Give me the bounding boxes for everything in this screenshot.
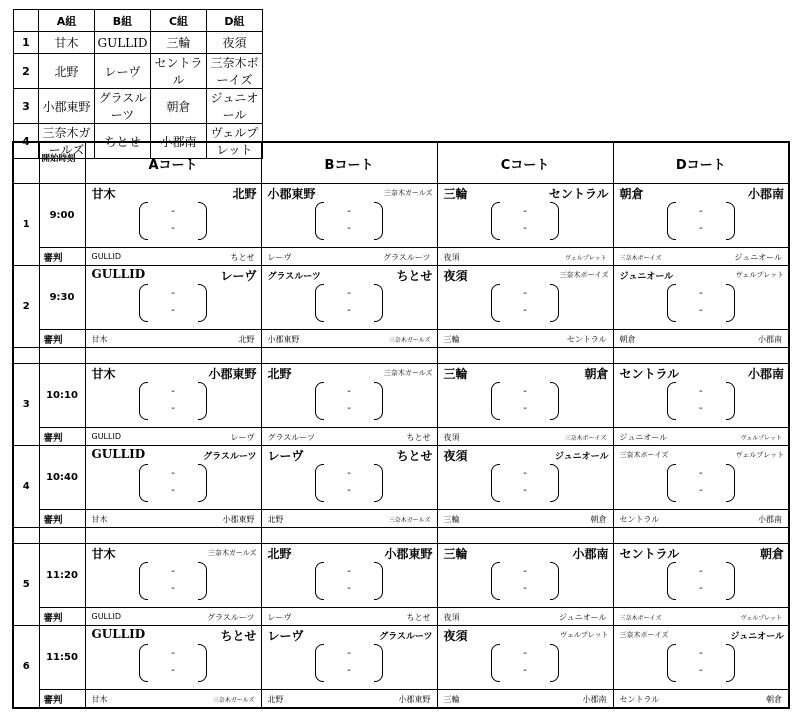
away-team: ちとせ xyxy=(396,269,433,283)
home-team: 夜須 xyxy=(443,449,468,463)
match-row xyxy=(13,626,789,690)
away-team: 北野 xyxy=(232,187,257,201)
match-cell xyxy=(437,446,613,510)
referee-team: 夜須 xyxy=(443,253,460,262)
home-team: 北野 xyxy=(267,547,292,561)
referee-team: 夜須 xyxy=(443,433,460,442)
referee-cell xyxy=(85,248,261,266)
referee-team: 三輪 xyxy=(443,515,460,524)
group-team: 三輪 xyxy=(151,32,207,54)
spacer-cell xyxy=(39,348,85,364)
referee-team: 甘木 xyxy=(91,695,108,704)
score-box[interactable] xyxy=(491,284,559,322)
away-team: グラスルーツ xyxy=(379,632,433,642)
score-box[interactable] xyxy=(315,644,383,682)
score-dash: - xyxy=(171,468,175,479)
referee-team: 夜須 xyxy=(443,613,460,622)
away-team: ヴェルプレット xyxy=(735,451,784,459)
home-team: 三輪 xyxy=(443,547,468,561)
referee-cell xyxy=(261,330,437,348)
group-row xyxy=(14,89,263,124)
score-dash: - xyxy=(347,648,351,659)
score-dash: - xyxy=(523,223,527,234)
spacer-cell xyxy=(13,528,39,544)
spacer-cell xyxy=(261,528,437,544)
score-dash: - xyxy=(171,403,175,414)
court-header: Aコート xyxy=(85,142,261,184)
round-number: 4 xyxy=(13,446,39,528)
away-team: 小郡東野 xyxy=(384,547,433,561)
referee-cell xyxy=(85,330,261,348)
referee-cell xyxy=(437,510,613,528)
home-team: レーヴ xyxy=(267,629,304,643)
score-box[interactable] xyxy=(667,644,735,682)
referee-cell xyxy=(85,690,261,709)
score-dash: - xyxy=(698,665,703,676)
referee-team: ジュニオール xyxy=(619,433,668,442)
round-number: 2 xyxy=(13,266,39,348)
score-dash: - xyxy=(523,403,527,414)
spacer-cell xyxy=(437,348,613,364)
score-dash: - xyxy=(698,566,703,577)
referee-team: ちとせ xyxy=(230,253,255,262)
group-team: 甘木 xyxy=(39,32,95,54)
referee-team: 甘木 xyxy=(91,335,108,344)
score-dash: - xyxy=(698,468,703,479)
away-team: 三奈木ボーイズ xyxy=(559,271,609,279)
score-dash: - xyxy=(523,288,527,299)
match-cell xyxy=(85,626,261,690)
referee-cell xyxy=(613,330,789,348)
score-box[interactable] xyxy=(139,284,207,322)
home-team: GULLID xyxy=(91,267,146,281)
group-team: 北野 xyxy=(39,54,95,89)
spacer-cell xyxy=(437,528,613,544)
referee-team: レーヴ xyxy=(267,253,292,262)
score-dash: - xyxy=(171,583,175,594)
referee-row xyxy=(13,330,789,348)
referee-row xyxy=(13,690,789,709)
referee-team: ヴェルプレット xyxy=(565,255,607,262)
away-team: ちとせ xyxy=(396,449,433,463)
score-dash: - xyxy=(347,468,351,479)
away-team: ジュニオール xyxy=(730,632,784,642)
referee-label: 審判 xyxy=(39,428,85,446)
referee-cell xyxy=(261,428,437,446)
score-box[interactable] xyxy=(139,644,207,682)
match-cell xyxy=(613,184,789,248)
score-box[interactable] xyxy=(667,382,735,420)
score-dash: - xyxy=(171,485,175,496)
score-box[interactable] xyxy=(139,202,207,240)
score-dash: - xyxy=(347,305,351,316)
referee-cell xyxy=(437,608,613,626)
match-cell xyxy=(437,266,613,330)
group-team: レーヴ xyxy=(95,54,151,89)
group-row xyxy=(14,32,263,54)
home-team: 三輪 xyxy=(443,367,468,381)
round-number: 6 xyxy=(13,626,39,709)
referee-team: グラスルーツ xyxy=(383,253,431,262)
score-dash: - xyxy=(171,223,175,234)
match-cell xyxy=(85,446,261,510)
referee-row xyxy=(13,510,789,528)
referee-row xyxy=(13,608,789,626)
referee-cell xyxy=(85,608,261,626)
away-team: 小郡東野 xyxy=(208,367,257,381)
score-dash: - xyxy=(347,288,351,299)
away-team: 小郡南 xyxy=(747,187,784,201)
away-team: 三奈木ガールズ xyxy=(383,369,433,377)
score-dash: - xyxy=(698,485,703,496)
score-dash: - xyxy=(347,566,351,577)
home-team: 小郡東野 xyxy=(267,187,316,201)
referee-team: 甘木 xyxy=(91,515,108,524)
match-cell xyxy=(261,364,437,428)
schedule-corner xyxy=(13,142,39,184)
referee-team: 三奈木ボーイズ xyxy=(564,435,607,442)
spacer-cell xyxy=(85,528,261,544)
home-team: 朝倉 xyxy=(619,187,644,201)
referee-row xyxy=(13,248,789,266)
score-box[interactable] xyxy=(139,562,207,600)
match-cell xyxy=(85,364,261,428)
group-team: GULLID xyxy=(95,32,151,54)
score-dash: - xyxy=(523,468,527,479)
referee-row xyxy=(13,428,789,446)
referee-team: 小郡東野 xyxy=(267,335,300,344)
court-header: Cコート xyxy=(437,142,613,184)
score-box[interactable] xyxy=(491,464,559,502)
home-team: セントラル xyxy=(619,367,680,381)
court-header: Bコート xyxy=(261,142,437,184)
match-cell xyxy=(261,266,437,330)
referee-team: ヴェルプレット xyxy=(740,615,782,622)
referee-team: 三奈木ガールズ xyxy=(388,517,431,524)
referee-team: ジュニオール xyxy=(734,253,782,262)
referee-cell xyxy=(613,690,789,709)
referee-team: グラスルーツ xyxy=(267,433,315,442)
referee-cell xyxy=(437,248,613,266)
score-box[interactable] xyxy=(315,382,383,420)
referee-team: 小郡東野 xyxy=(398,695,431,704)
group-team: 朝倉 xyxy=(151,89,207,124)
spacer-cell xyxy=(613,348,789,364)
referee-team: ちとせ xyxy=(406,433,431,442)
spacer-cell xyxy=(261,348,437,364)
referee-team: 小郡南 xyxy=(582,695,607,704)
referee-team: セントラル xyxy=(619,515,660,524)
home-team: 甘木 xyxy=(91,547,116,561)
match-cell xyxy=(261,626,437,690)
referee-team: レーヴ xyxy=(230,433,255,442)
score-dash: - xyxy=(171,566,175,577)
score-box[interactable] xyxy=(315,464,383,502)
score-box[interactable] xyxy=(491,382,559,420)
score-box[interactable] xyxy=(491,202,559,240)
referee-team: GULLID xyxy=(91,432,121,441)
round-number: 5 xyxy=(13,544,39,626)
away-team: 小郡南 xyxy=(747,367,784,381)
referee-cell xyxy=(85,510,261,528)
start-time: 11:20 xyxy=(39,544,85,608)
referee-team: 小郡南 xyxy=(758,335,782,344)
spacer-row xyxy=(13,348,789,364)
group-team: ヴェルプレット xyxy=(207,124,263,159)
home-team: 三奈木ボーイズ xyxy=(619,451,669,459)
referee-cell xyxy=(437,428,613,446)
score-box[interactable] xyxy=(667,202,735,240)
group-seed: 1 xyxy=(14,32,39,54)
group-team: ちとせ xyxy=(95,124,151,159)
score-box[interactable] xyxy=(315,202,383,240)
referee-team: 朝倉 xyxy=(590,515,607,524)
score-box[interactable] xyxy=(139,464,207,502)
away-team: 朝倉 xyxy=(759,547,784,561)
away-team: 三奈木ガールズ xyxy=(207,549,257,557)
score-dash: - xyxy=(698,206,703,217)
referee-team: ジュニオール xyxy=(558,613,607,622)
score-dash: - xyxy=(347,206,351,217)
match-cell xyxy=(85,544,261,608)
referee-team: レーヴ xyxy=(267,613,292,622)
score-box[interactable] xyxy=(491,644,559,682)
spacer-cell xyxy=(13,348,39,364)
score-dash: - xyxy=(171,305,175,316)
match-row xyxy=(13,266,789,330)
match-row xyxy=(13,364,789,428)
start-time: 9:00 xyxy=(39,184,85,248)
match-cell xyxy=(261,544,437,608)
score-dash: - xyxy=(347,583,351,594)
referee-label: 審判 xyxy=(39,248,85,266)
group-team: グラスルーツ xyxy=(95,89,151,124)
home-team: 甘木 xyxy=(91,367,116,381)
referee-label: 審判 xyxy=(39,690,85,709)
away-team: ちとせ xyxy=(220,629,257,643)
home-team: 甘木 xyxy=(91,187,116,201)
match-cell xyxy=(437,626,613,690)
group-header: B組 xyxy=(95,10,151,32)
away-team: 小郡南 xyxy=(572,547,609,561)
match-cell xyxy=(261,446,437,510)
away-team: レーヴ xyxy=(220,269,257,283)
spacer-row xyxy=(13,528,789,544)
home-team: GULLID xyxy=(91,627,146,641)
away-team: セントラル xyxy=(548,187,609,201)
referee-team: グラスルーツ xyxy=(207,613,255,622)
referee-cell xyxy=(437,690,613,709)
group-team: 三奈木ガールズ xyxy=(39,124,95,159)
score-dash: - xyxy=(347,485,351,496)
score-dash: - xyxy=(171,206,175,217)
referee-cell xyxy=(613,510,789,528)
score-box[interactable] xyxy=(667,284,735,322)
group-row xyxy=(14,54,263,89)
score-dash: - xyxy=(698,305,703,316)
match-cell xyxy=(613,364,789,428)
away-team: 朝倉 xyxy=(584,367,609,381)
home-team: 夜須 xyxy=(443,269,468,283)
score-dash: - xyxy=(523,648,527,659)
match-row xyxy=(13,184,789,248)
referee-team: ちとせ xyxy=(406,613,431,622)
referee-cell xyxy=(261,608,437,626)
match-cell xyxy=(613,544,789,608)
referee-cell xyxy=(261,510,437,528)
referee-team: GULLID xyxy=(91,612,121,621)
referee-team: 北野 xyxy=(238,335,255,344)
referee-team: セントラル xyxy=(619,695,660,704)
court-header: Dコート xyxy=(613,142,789,184)
round-number: 3 xyxy=(13,364,39,446)
referee-team: 三奈木ガールズ xyxy=(388,337,431,344)
score-box[interactable] xyxy=(667,562,735,600)
group-seed: 4 xyxy=(14,124,39,159)
match-cell xyxy=(261,184,437,248)
score-dash: - xyxy=(698,648,703,659)
score-box[interactable] xyxy=(315,284,383,322)
referee-label: 審判 xyxy=(39,608,85,626)
score-dash: - xyxy=(171,665,175,676)
away-team: ジュニオール xyxy=(554,452,609,462)
score-box[interactable] xyxy=(667,464,735,502)
referee-team: 三輪 xyxy=(443,695,460,704)
referee-team: 朝倉 xyxy=(619,335,636,344)
home-team: 三輪 xyxy=(443,187,468,201)
group-seed: 2 xyxy=(14,54,39,89)
group-header: D組 xyxy=(207,10,263,32)
referee-cell xyxy=(85,428,261,446)
referee-label: 審判 xyxy=(39,510,85,528)
home-team: 北野 xyxy=(267,367,292,381)
referee-team: 三奈木ボーイズ xyxy=(619,255,662,262)
referee-cell xyxy=(437,330,613,348)
referee-team: 朝倉 xyxy=(766,695,782,704)
score-box[interactable] xyxy=(139,382,207,420)
group-table xyxy=(13,9,263,159)
start-time: 9:30 xyxy=(39,266,85,330)
away-team: グラスルーツ xyxy=(203,452,257,462)
match-cell xyxy=(613,626,789,690)
home-team: ジュニオール xyxy=(619,272,674,282)
home-team: セントラル xyxy=(619,547,680,561)
match-cell xyxy=(613,266,789,330)
referee-label: 審判 xyxy=(39,330,85,348)
referee-team: ヴェルプレット xyxy=(740,435,782,442)
match-cell xyxy=(437,544,613,608)
match-cell xyxy=(85,184,261,248)
referee-cell xyxy=(613,608,789,626)
group-team: ジュニオール xyxy=(207,89,263,124)
match-cell xyxy=(85,266,261,330)
referee-cell xyxy=(613,428,789,446)
start-time: 11:50 xyxy=(39,626,85,690)
referee-team: 三輪 xyxy=(443,335,460,344)
referee-team: 北野 xyxy=(267,515,284,524)
referee-cell xyxy=(261,248,437,266)
start-time-header: 開始時刻 xyxy=(39,142,85,184)
referee-team: 三奈木ボーイズ xyxy=(619,615,662,622)
score-dash: - xyxy=(347,665,351,676)
home-team: 夜須 xyxy=(443,629,468,643)
spacer-cell xyxy=(613,528,789,544)
schedule-table xyxy=(12,141,790,709)
group-team: 夜須 xyxy=(207,32,263,54)
group-seed: 3 xyxy=(14,89,39,124)
match-row xyxy=(13,446,789,510)
score-dash: - xyxy=(523,206,527,217)
score-dash: - xyxy=(523,566,527,577)
home-team: GULLID xyxy=(91,447,146,461)
match-cell xyxy=(437,184,613,248)
referee-team: 三奈木ガールズ xyxy=(212,697,255,704)
score-dash: - xyxy=(523,386,527,397)
score-box[interactable] xyxy=(315,562,383,600)
referee-cell xyxy=(613,248,789,266)
score-dash: - xyxy=(523,485,527,496)
group-corner xyxy=(14,10,39,32)
away-team: 三奈木ガールズ xyxy=(383,189,433,197)
home-team: 三奈木ボーイズ xyxy=(619,631,669,639)
score-dash: - xyxy=(347,223,351,234)
match-cell xyxy=(613,446,789,510)
score-dash: - xyxy=(523,305,527,316)
score-dash: - xyxy=(347,386,351,397)
referee-team: GULLID xyxy=(91,252,121,261)
group-team: 小郡東野 xyxy=(39,89,95,124)
group-team: 小郡南 xyxy=(151,124,207,159)
score-dash: - xyxy=(347,403,351,414)
spacer-cell xyxy=(39,528,85,544)
referee-cell xyxy=(261,690,437,709)
referee-team: 北野 xyxy=(267,695,284,704)
match-cell xyxy=(437,364,613,428)
spacer-cell xyxy=(85,348,261,364)
score-box[interactable] xyxy=(491,562,559,600)
match-row xyxy=(13,544,789,608)
home-team: グラスルーツ xyxy=(267,272,321,282)
schedule-header-row xyxy=(13,142,789,184)
referee-team: セントラル xyxy=(566,335,607,344)
away-team: ヴェルプレット xyxy=(735,271,784,279)
away-team: ヴェルプレット xyxy=(560,631,609,639)
group-header-row xyxy=(14,10,263,32)
start-time: 10:10 xyxy=(39,364,85,428)
score-dash: - xyxy=(171,648,175,659)
score-dash: - xyxy=(171,386,175,397)
group-header: A組 xyxy=(39,10,95,32)
start-time: 10:40 xyxy=(39,446,85,510)
score-dash: - xyxy=(523,583,527,594)
round-number: 1 xyxy=(13,184,39,266)
score-dash: - xyxy=(698,403,703,414)
score-dash: - xyxy=(698,386,703,397)
group-team: 三奈木ボーイズ xyxy=(207,54,263,89)
score-dash: - xyxy=(523,665,527,676)
score-dash: - xyxy=(698,583,703,594)
score-dash: - xyxy=(698,223,703,234)
home-team: レーヴ xyxy=(267,449,304,463)
group-header: C組 xyxy=(151,10,207,32)
referee-team: 小郡東野 xyxy=(222,515,255,524)
score-dash: - xyxy=(171,288,175,299)
group-team: セントラル xyxy=(151,54,207,89)
score-dash: - xyxy=(698,288,703,299)
referee-team: 小郡南 xyxy=(758,515,782,524)
